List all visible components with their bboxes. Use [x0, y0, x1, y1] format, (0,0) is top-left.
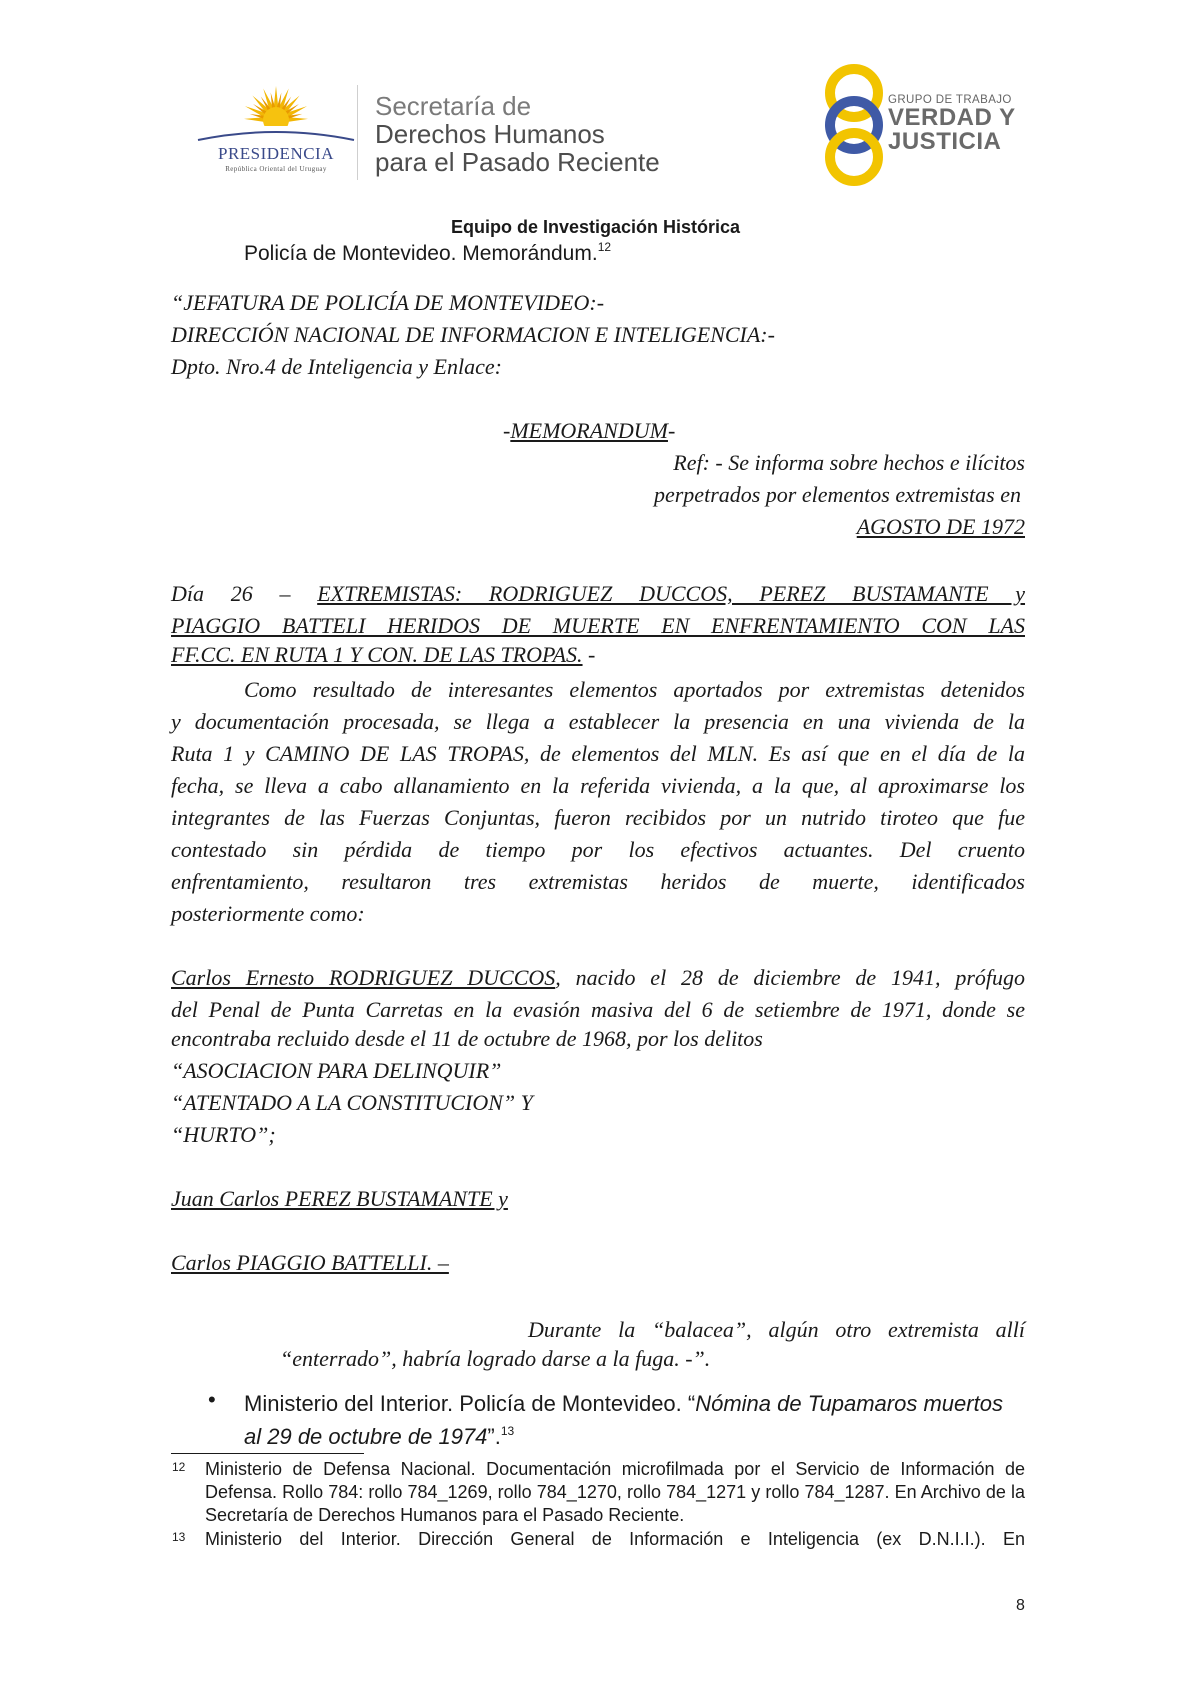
footnote-ref-12[interactable]: 12 — [597, 240, 612, 254]
day-headline-3: FF.CC. EN RUTA 1 Y CON. DE LAS TROPAS. — [171, 642, 583, 667]
memo-intro — [244, 242, 611, 266]
para1-line-6: contestado sin pérdida de tiempo por los efectivos actuantes. Del cruento — [171, 837, 1025, 862]
day-headline-3-suffix: - — [582, 642, 596, 667]
footnote-ref-13[interactable]: 13 — [500, 1424, 515, 1438]
memo-heading-3: Dpto. Nro.4 de Inteligencia y Enlace: — [171, 354, 502, 379]
secretaria-line2: Derechos Humanos — [375, 119, 605, 149]
para1-line-5: integrantes de las Fuerzas Conjuntas, fueron recibidos por un nutrido tiroteo que fue — [171, 805, 1025, 830]
memo-ref-line-3: AGOSTO DE 1972 — [856, 514, 1025, 539]
bullet-symbol: • — [208, 1387, 216, 1412]
memo-title — [503, 418, 675, 444]
footnote-13-text: Ministerio del Interior. Dirección General de Información e Inteligencia (ex D.N.I.I.). En — [205, 1529, 1025, 1549]
bullet-text — [244, 1387, 1024, 1453]
memo-heading-1: “JEFATURA DE POLICÍA DE MONTEVIDEO:- — [171, 290, 605, 315]
para1-line-3: Ruta 1 y CAMINO DE LAS TROPAS, de elementos del MLN. Es así que en el día de la — [171, 741, 1025, 766]
presidencia-sublabel: República Oriental del Uruguay — [225, 165, 327, 173]
bullet-text-plain: Ministerio del Interior. Policía de Montevideo. “ — [244, 1391, 696, 1416]
team-title: Equipo de Investigación Histórica — [450, 217, 741, 237]
person1-line-1 — [171, 962, 1025, 994]
person1-name: Carlos Ernesto RODRIGUEZ DUCCOS — [171, 965, 556, 990]
presidencia-logo — [196, 82, 356, 178]
bullet-text-italic: Nómina de Tupamaros muertos al 29 de octubre de 1974 — [244, 1391, 1003, 1449]
closing-line-2: “enterrado”, habría logrado darse a la fuga. -”. — [280, 1346, 711, 1371]
bullet-text-end: ”. — [487, 1424, 501, 1449]
gtvj-logo-text — [888, 94, 1016, 154]
footnote-13-number: 13 — [172, 1530, 186, 1544]
presidencia-label: PRESIDENCIA — [217, 144, 334, 163]
footnote-separator — [171, 1453, 364, 1454]
day-prefix: Día 26 – — [171, 581, 318, 606]
sun-emblem-icon — [196, 82, 356, 146]
memo-title-text: MEMORANDUM — [510, 418, 668, 443]
gtvj-line1: GRUPO DE TRABAJO — [888, 94, 1012, 106]
day-headline-line-3 — [171, 642, 595, 668]
secretaria-logo-text — [375, 92, 660, 176]
memo-ref-line-2: perpetrados por elementos extremistas en — [653, 482, 1021, 507]
day-headline-line-1 — [171, 578, 1025, 610]
para1-line-7: enfrentamiento, resultaron tres extremistas heridos de muerte, identificados — [171, 869, 1025, 894]
para1-line-4: fecha, se lleva a cabo allanamiento en la referida vivienda, a la que, al aproximarse los — [171, 773, 1025, 798]
memo-ref-line-1: Ref: - Se informa sobre hechos e ilícitos — [673, 450, 1025, 475]
person1-line-3: encontraba recluido desde el 11 de octubre de 1968, por los delitos — [171, 1026, 763, 1051]
person1-line-2: del Penal de Punta Carretas en la evasión masiva del 6 de setiembre de 1971, donde se — [171, 997, 1025, 1022]
person3: Carlos PIAGGIO BATTELLI. – — [171, 1250, 449, 1275]
crime-2: “ATENTADO A LA CONSTITUCION” Y — [171, 1090, 533, 1115]
crime-3: “HURTO”; — [171, 1122, 276, 1147]
memo-title-prefix: - — [503, 418, 511, 443]
crime-1: “ASOCIACION PARA DELINQUIR” — [171, 1058, 502, 1083]
gtvj-line3: JUSTICIA — [888, 128, 1002, 155]
day-headline-1: EXTREMISTAS: RODRIGUEZ DUCCOS, PEREZ BUSTAMANTE y — [317, 581, 1026, 606]
footnote-12-text: Ministerio de Defensa Nacional. Documentación microfilmada por el Servicio de Información de Defensa. Rollo 784: rollo 784_1269, rollo 784_1270, rollo 784_1271 y rollo 784_1287. En Archivo de la Secretaría de Derechos Humanos para el Pasado Reciente. — [205, 1459, 1025, 1525]
secretaria-line3: para el Pasado Reciente — [375, 147, 660, 177]
day-headline-line-2: PIAGGIO BATTELI HERIDOS DE MUERTE EN ENFRENTAMIENTO CON LAS — [171, 613, 1025, 638]
person2: Juan Carlos PEREZ BUSTAMANTE y — [171, 1186, 508, 1211]
gtvj-line2: VERDAD Y — [888, 104, 1016, 131]
header-divider — [357, 85, 358, 180]
para1-line-8: posteriormente como: — [171, 901, 365, 926]
person1-line1-rest: , nacido el 28 de diciembre de 1941, prófugo — [555, 965, 1026, 990]
footnote-12-number: 12 — [172, 1460, 186, 1474]
memo-heading-2: DIRECCIÓN NACIONAL DE INFORMACION E INTELIGENCIA:- — [171, 322, 775, 347]
memo-intro-text: Policía de Montevideo. Memorándum. — [244, 242, 598, 265]
memo-title-suffix: - — [667, 418, 676, 443]
page-number: 8 — [1016, 1597, 1025, 1614]
secretaria-line1: Secretaría de — [375, 91, 532, 121]
para1-line-2: y documentación procesada, se llega a establecer la presencia en una vivienda de la — [171, 709, 1025, 734]
closing-line-1: Durante la “balacea”, algún otro extremista allí — [528, 1317, 1025, 1342]
para1-line-1: Como resultado de interesantes elementos aportados por extremistas detenidos — [244, 677, 1025, 702]
